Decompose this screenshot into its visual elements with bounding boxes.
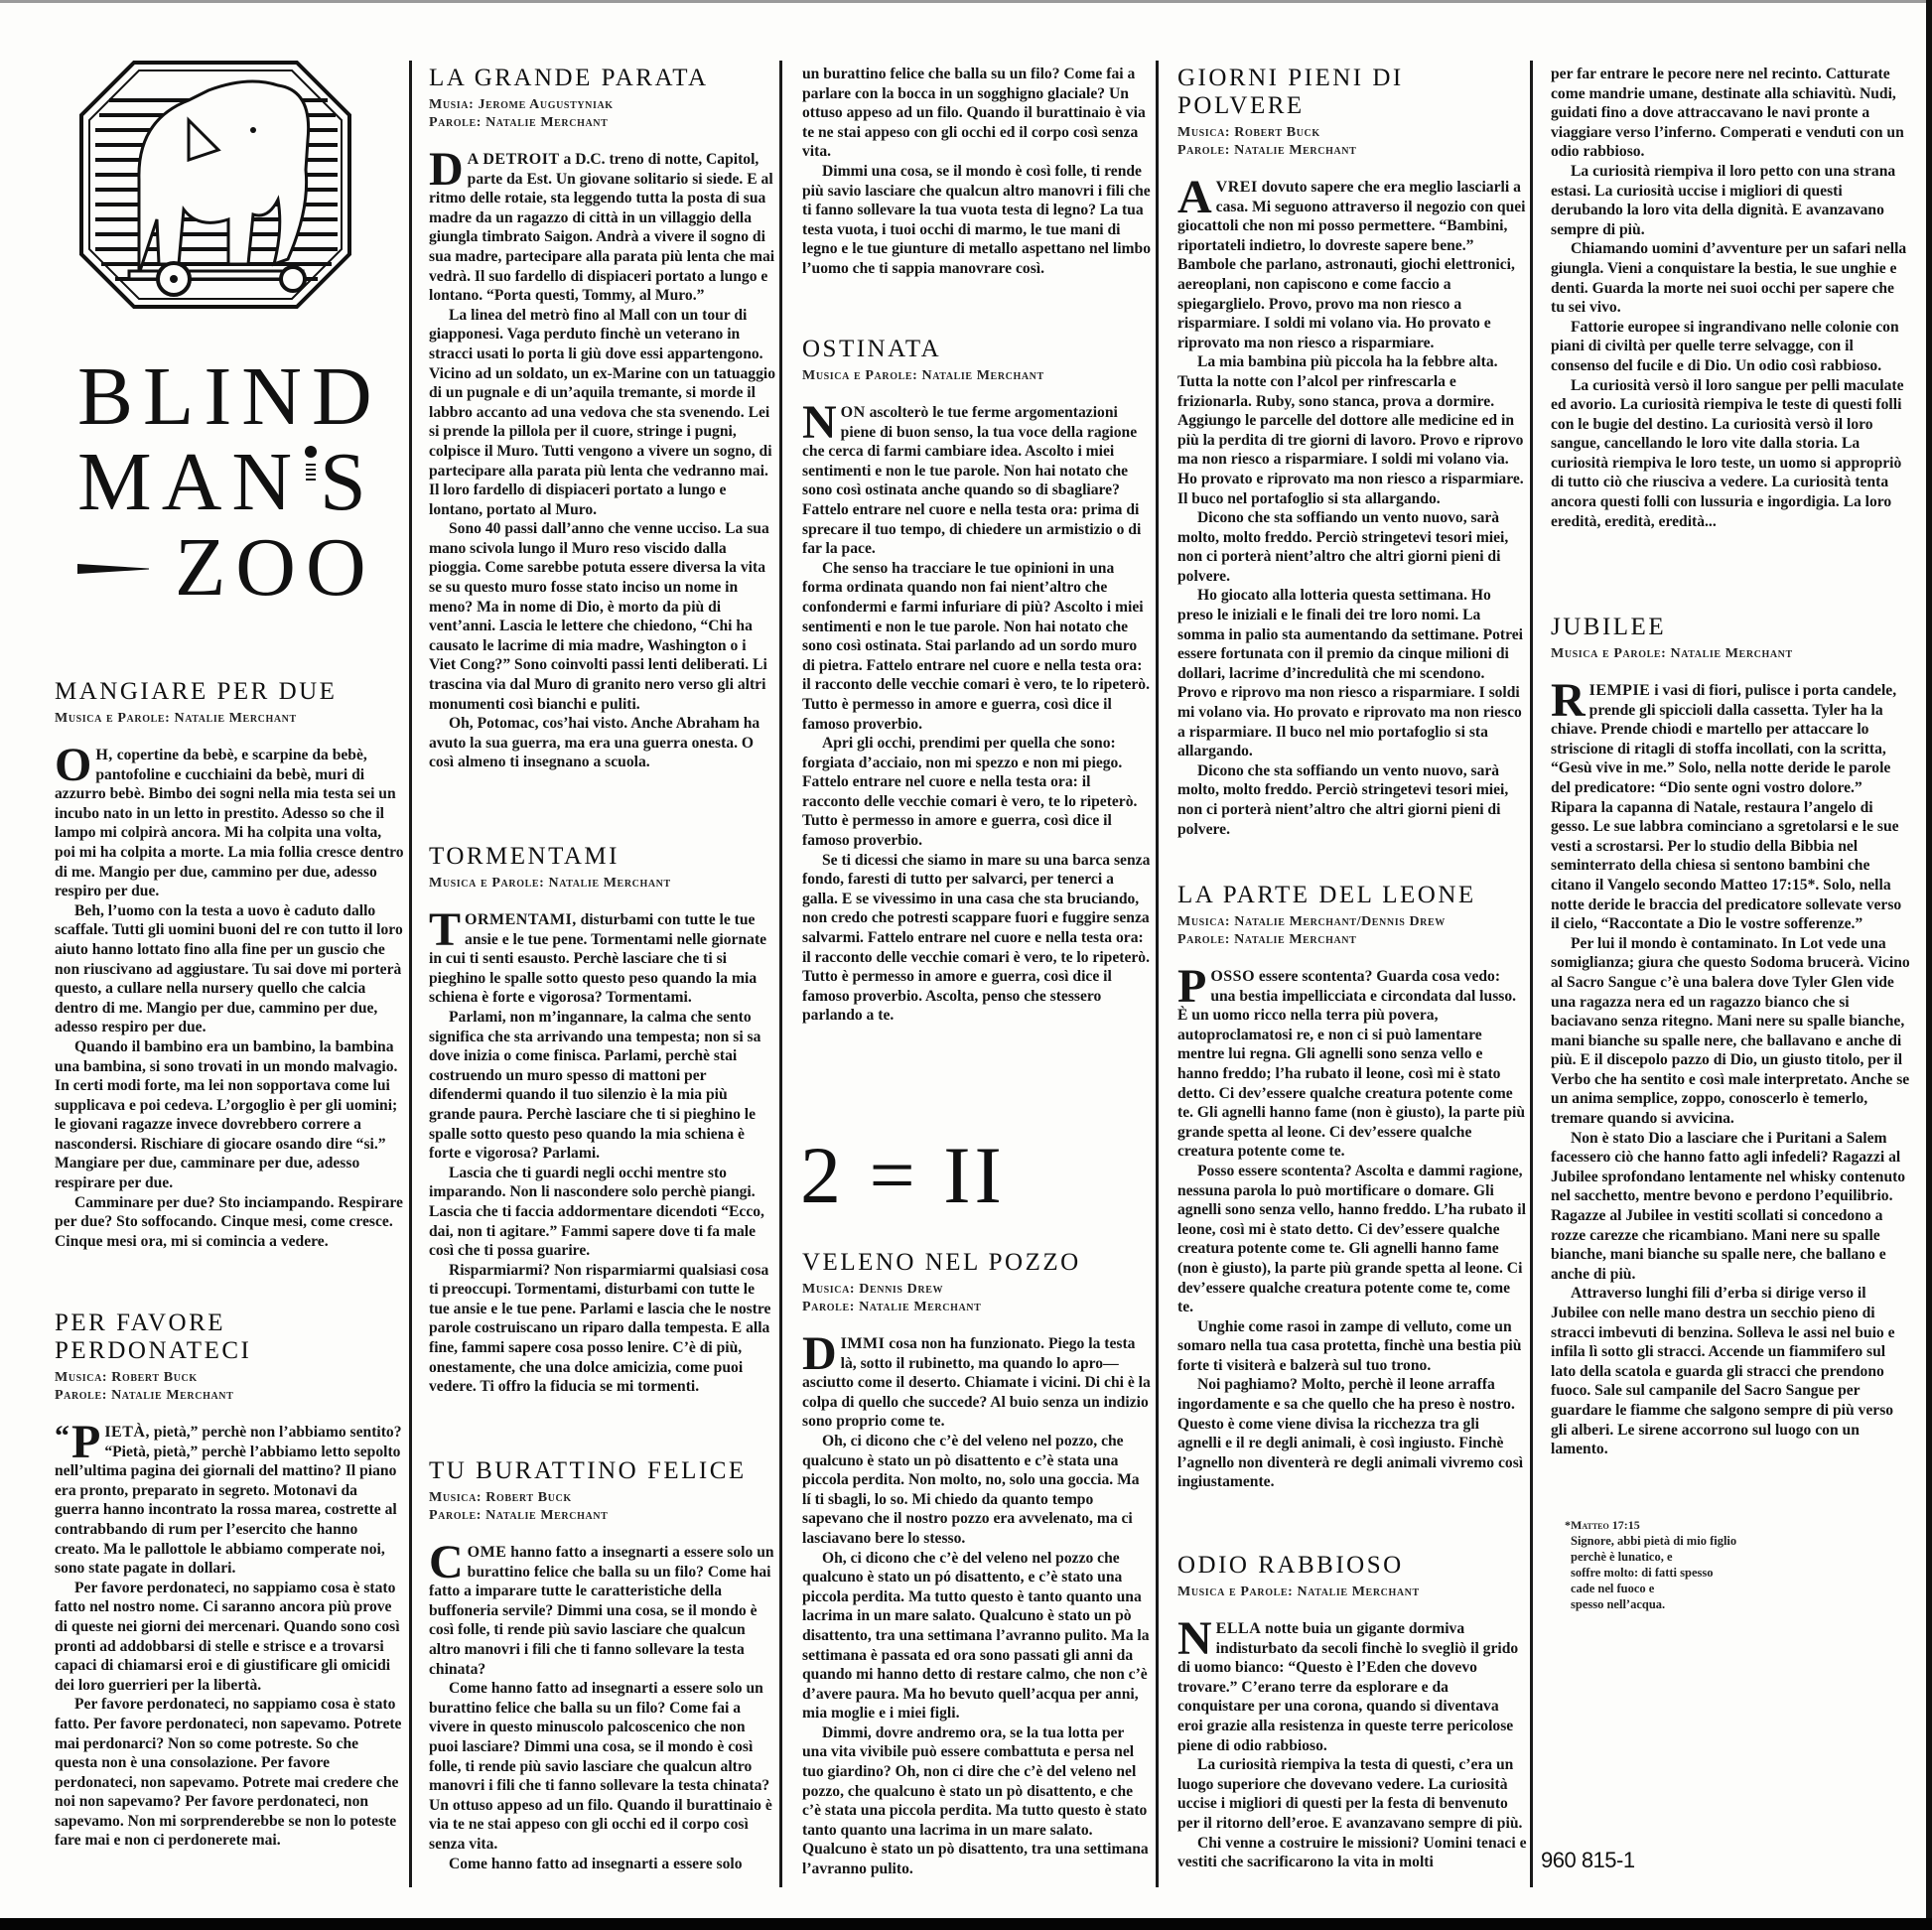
song-credit-music: Musica: Dennis Drew xyxy=(802,1282,944,1297)
band-name-man: MAN xyxy=(77,436,303,528)
column-divider xyxy=(1156,61,1159,1887)
song-lyrics: POSSO essere scontenta? Guarda cosa vedo: una bestia impellicciata e circondata dal lusso. È un uomo ricco nella terra più povera, autoproclamatosi re, e non ci si può lamentare mentre lui regna. Gli agnelli sono senza vello e hanno freddo; l’ha rubato il leone, così mi è stato detto. Ci dev’essere qualche creatura potente come te. Gli agnelli hanno fame (non è giusto), la parte più grande spetta al leone. Ci dev’essere qualche creatura potente come te. Posso essere scontenta? Ascolta e dammi ragione, nessuna parola lo può mortificare o domare. Gli agnelli sono senza vello, hanno freddo. L’ha rubato il leone, così mi è stato detto. Ci dev’essere qualche creatura potente come te. Gli agnelli hanno fame (non è giusto), la parte più grande spetta al leone. Ci dev’essere qualche creatura potente come te, come te. Unghie come rasoi in zampe di velluto, come un somaro nella tua casa protetta, finchè una bestia più forte ti visiterà e balzerà sul tuo trono. Noi paghiamo? Molto, perchè il leone arraffa ingordamente e sa che quello che ha preso è nostro. Questo è come viene divisa la ricchezza tra gli agnelli e il re degli animali, è così ingiusto. Finchè l’agnello non diventerà re degli animali vivremo così ingiustamente. xyxy=(1177,960,1526,1491)
song-title: TU BURATTINO FELICE xyxy=(429,1457,747,1484)
song-credit-lyrics: Parole: Natalie Merchant xyxy=(429,1508,609,1523)
song-odio-rabbioso xyxy=(1177,1552,1527,1872)
song-credit-lyrics: Parole: Natalie Merchant xyxy=(802,1300,982,1314)
song-credit: Musica e Parole: Natalie Merchant xyxy=(429,876,671,891)
song-credit: Musica e Parole: Natalie Merchant xyxy=(802,368,1044,383)
song-credit-music: Musica: Natalie Merchant/Dennis Drew xyxy=(1177,914,1446,929)
song-title: TORMENTAMI xyxy=(429,843,620,870)
column-divider xyxy=(409,61,412,1887)
side-number: 2 = II xyxy=(800,1130,1006,1220)
catalog-number: 960 815-1 xyxy=(1541,1848,1635,1872)
song-giorni-pieni-di-polvere xyxy=(1177,65,1527,839)
song-mangiare-per-due xyxy=(55,678,404,1251)
song-odio-rabbioso-continued xyxy=(1551,65,1910,531)
drop-cap: N xyxy=(802,396,837,449)
song-credit-lyrics: Parole: Natalie Merchant xyxy=(1177,143,1357,158)
song-lyrics: un burattino felice che balla su un filo? Come fai a parlare con la bocca in un sogghigno glaciale? Un ottuso appeso ad un filo. Quando il burattinaio è via te ne stai appeso con gli occhi ed il corpo così senza vita. Dimmi una cosa, se il mondo è così folle, ti rende più savio lasciare che qualcun altro manovri i fili che ti fanno sollevare la tua vuota testa di legno? La tua testa vuota, i tuoi occhi di marmo, le tue mani di legno e le tue giunture di metallo aspettano nel limbo l’uomo che ti sappia manovrare così. xyxy=(802,66,1151,277)
apostrophe-ornament-icon xyxy=(302,444,320,503)
song-lyrics: NELLA notte buia un gigante dormiva indisturbato da secoli finchè lo svegliò il grido di uomo bianco: “Questo è l’Eden che dovevo trovare.” C’erano terre da esplorare e da conquistare per una corona, quando si diventava eroi grazie alla resistenza in queste terre pericolose piene di odio rabbioso. La curiosità riempiva la testa di questi, c’era un luogo superiore che dovevano vedere. La curiosità uccise i migliori di questi per la festa di benvenuto per il ritorno dell’eroe. E avanzavano sempre di più. Chi venne a costruire le missioni? Uomini tenaci e vestiti che sacrificarono la vita in molti xyxy=(1177,1612,1527,1871)
song-credit: Musica e Parole: Natalie Merchant xyxy=(1177,1585,1420,1599)
drop-cap: T xyxy=(429,903,462,956)
song-lyrics: O H, copertine da bebè, e scarpine da bebè, pantofoline e cucchiaini da bebè, muri di azzurro bebè. Bimbo dei sogni nella mia testa sei un incubo nato in un letto in prestito. Adesso so che il lampo mi colpirà ancora. Mi ha colpita una volta, poi mi ha colpita a morte. La mia follia cresce dentro di me. Mangio per due, cammino per due, adesso respiro per due. Beh, l’uomo con la testa a uovo è caduto dallo scaffale. Tutti gli uomini buoni del re con tutto il loro aiuto hanno lottato fino alla fine per un guscio che non riuscivano ad aggiustare. Tu sai dove mi porterà questo, a cullare nella nursery quello che calcia dentro di me. Mangio per due, cammino per due, adesso respiro per due. Quando il bambino era un bambino, la bambina una bambina, si sono trovati in un mondo malvagio. In certi modi forte, ma lei non sopportava come lui supplicava e poi cedeva. L’orgoglio è per gli uomini; le giovani ragazze invece dovrebbero correre a nascondersi. Rischiare di giocare osando dire “si.” Mangiare per due, camminare per due, adesso respirare per due. Camminare per due? Sto inciampando. Respirare per due? Sto soffocando. Cinque mesi, come cresce. Cinque mesi ora, mi si comincia a vedere. xyxy=(55,739,404,1250)
column-divider xyxy=(779,61,782,1887)
column-divider xyxy=(1530,61,1533,1887)
song-credit-music: Musica: Robert Buck xyxy=(1177,125,1320,140)
song-la-parte-del-leone xyxy=(1177,882,1527,1492)
band-name-line2 xyxy=(77,436,376,528)
song-lyrics: NON ascolterò le tue ferme argomentazioni piene di buon senso, la tua voce della ragione che cerca di farmi cambiare idea. Ascolto i miei sentimenti e non le tue parole. Non hai notato che sono così ostinata anche quando so di sbagliare? Fattelo entrare nel cuore e nella testa ora: prima di sprecare il tuo tempo, di chiedere un armistizio o di far la pace. Che senso ha tracciare le tue opinioni in una forma ordinata quando non fai nient’altro che confondermi e farmi infuriare di più? Ascolto i miei sentimenti e non le tue parole. Non hai notato che sono così ostinata. Stai parlando ad un sordo muro di pietra. Fattelo entrare nel cuore e nella testa ora: il racconto delle vecchie comari è vero, te lo ripeterò. Tutto è permesso in amore e guerra, così dice il famoso proverbio. Apri gli occhi, prendimi per quella che sono: forgiata d’acciaio, non mi spezzo e non mi piego. Fattelo entrare nel cuore e nella testa ora: il racconto delle vecchie comari è vero, te lo ripeterò. Tutto è permesso in amore e guerra, così dice il famoso proverbio. Se ti dicessi che siamo in mare su una barca senza fondo, faresti di tutto per salvarci, per tenerci a galla. E se vivessimo in una casa che sta bruciando, non credo che potresti scappare fuori e fuggire senza salvarmi. Fattelo entrare nel cuore e nella testa ora: il racconto delle vecchie comari è vero, te lo ripeterò. Tutto è permesso in amore e guerra, così dice il famoso proverbio. Ascolta, penso che stessero parlando a te. xyxy=(802,396,1151,1025)
band-name-line1: BLIND xyxy=(77,350,382,443)
drop-cap: P xyxy=(1177,960,1207,1013)
song-veleno-nel-pozzo xyxy=(802,1249,1152,1879)
song-title: GIORNI PIENI DI POLVERE xyxy=(1177,65,1404,119)
drop-cap: N xyxy=(1177,1612,1212,1665)
song-tu-burattino-felice-continued xyxy=(802,65,1152,279)
band-name xyxy=(77,350,382,614)
elephant-on-wheels-icon xyxy=(79,61,351,309)
song-title: JUBILEE xyxy=(1551,614,1667,640)
song-lyrics: AVREI dovuto sapere che era meglio lasciarli a casa. Mi seguono attraverso il negozio con quei giocattoli che non mi posso permettere. “Bambini, riportateli indietro, lo dovreste sapere bene.” Bambole che parlano, astronauti, giochi elettronici, aereoplani, non capiscono e come faccio a spiegarglielo. Provo, provo ma non riesco a risparmiare. I soldi mi volano via. Ho provato e riprovato ma non riesco a risparmiare. La mia bambina più piccola ha la febbre alta. Tutta la notte con l’alcol per rinfrescarla e frizionarla. Ruby, sono stanca, prova a dormire. Aggiungo le parcelle del dottore alle medicine ed in più la perdita di tre giorni di lavoro. Provo e riprovo ma non riesco a risparmiare. I soldi mi volano via. Ho provato e riprovato ma non riesco a risparmiare. Il buco nel portafoglio si sta allargando. Dicono che sta soffiando un vento nuovo, sarà molto, molto freddo. Perciò stringetevi tesori miei, non ci porterà nient’altro che altri giorni pieni di polvere. Ho giocato alla lotteria questa settimana. Ho preso le iniziali e le finali dei tre loro nomi. La somma in palio sta aumentando da settimane. Potrei essere fortunata con il premio da cinque milioni di dollari, lacrime d’incredulità che mi scendono. Provo e riprovo ma non riesco a risparmiare. I soldi mi volano via. Ho provato e riprovato ma non riesco a risparmiare. Il buco nel mio portafoglio si sta allargando. Dicono che sta soffiando un vento nuovo, sarà molto, molto freddo. Perciò stringetevi tesori miei, non ci porterà nient’altro che altri giorni pieni di polvere. xyxy=(1177,171,1526,838)
song-lyrics: DIMMI cosa non ha funzionato. Piego la testa là, sotto il rubinetto, ma quando lo apro—asciutto come il deserto. Chiamate i vicini. Di chi è la colpa di quello che succede? Al buio senza un indizio sono proprio come te. Oh, ci dicono che c’è del veleno nel pozzo, che qualcuno è stato un pò disattento e c’è stata una piccola perdita. Non molto, no, solo una goccia. Ma lí ti sbagli, lo so. Mi chiedo da quanto tempo sapevano che il nostro pozzo era avvelenato, ma ci lasciavano bere lo stesso. Oh, ci dicono che c’è del veleno nel pozzo che qualcuno è stato un pó disattento, e c’è stato una piccola perdita. Ma tutto questo è tanto quanto una lacrima in un mare salato. Qualcuno è stato un pò disattento, tra una settimana l’avranno pulito. Ma la settimana è passata ed ora sono passati gli anni da quando mi hanno detto di restare calmo, che non c’è d’avere paura. Ma ho bevuto quell’acqua per anni, mia moglie e i miei figli. Dimmi, dovre andremo ora, se la tua lotta per una vita vivibile può essere combattuta e persa nel tuo giardino? Oh, non ci dire che c’è del veleno nel pozzo, che qualcuno è stato un pò disattento, e che c’è stata una piccola perdita. Ma tutto questo è stato tanto quanto una lacrima in un mare salato. Qualcuno è stato un pò disattento, tra una settimana l’avranno pulito. xyxy=(802,1327,1151,1878)
drop-cap: D xyxy=(429,143,464,196)
song-title: LA GRANDE PARATA xyxy=(429,65,709,91)
song-credit-music: Musia: Jerome Augustyniak xyxy=(429,97,614,112)
song-tu-burattino-felice xyxy=(429,1457,776,1873)
song-credit-lyrics: Parole: Natalie Merchant xyxy=(429,115,609,130)
band-name-line3 xyxy=(77,521,376,614)
band-name-zoo: ZOO xyxy=(175,521,376,614)
footnote-matteo: *Matteo 17:15 Signore, abbi pietà di mio figlio perchè è lunatico, e soffre molto: di fatti spesso cade nel fuoco e spesso nell’acqua. xyxy=(1571,1517,1829,1612)
song-title: PER FAVORE PERDONATECI xyxy=(55,1310,252,1364)
song-credit-lyrics: Parole: Natalie Merchant xyxy=(1177,932,1357,947)
song-la-grande-parata xyxy=(429,65,776,772)
song-credit: Musica e Parole: Natalie Merchant xyxy=(55,711,297,726)
page-edge xyxy=(1926,0,1932,1918)
song-lyrics: “ P IETÀ, pietà,” perchè non l’abbiamo sentito? “Pietà, pietà,” perchè l’abbiamo letto sepolto nell’ultima pagina dei giornali del mattino? Il piano era pronto, preparato in segreto. Motonavi da guerra hanno incontrato la rossa marea, costrette al contrabbando di rum per l’esercito che hanno creato. Ma le pallottole le abbiamo comperate noi, sono state pagate in dollari. Per favore perdonateci, no sappiamo cosa è stato fatto nel nostro nome. Ci saranno ancora più prove di queste nei giorni dei mercenari. Quando sono così pronti ad addobbarsi di stelle e strisce e a trovarsi capaci di chiamarsi eroi e di giustificare gli omicidi dei loro guerrieri per la libertà. Per favore perdonateci, no sappiamo cosa è stato fatto. Per favore perdonateci, non sapevamo. Potrete mai perdonarci? Non so come potreste. So che questa non è una consolazione. Per favore perdonateci, non sapevamo. Potrete mai credere che noi non sapevamo? Per favore perdonateci, non sapevamo. Non mi sorprenderebbe se non lo poteste fare mai e non ci perdonerete mai. xyxy=(55,1416,402,1850)
song-title: OSTINATA xyxy=(802,336,942,362)
drop-cap: A xyxy=(1177,171,1212,223)
drop-cap: D xyxy=(802,1327,837,1380)
song-lyrics: RIEMPIE i vasi di fiori, pulisce i porta candele, prende gli spiccioli dalla cassetta. Tyler ha la chiave. Prende chiodi e martello per attaccare lo striscione di ritagli di stoffa incollati, con la scritta, “Gesù vive in me.” Solo, nella notte deride le parole del predicatore: “Dio sente ogni vostro dolore.” Ripara la capanna di Natale, restaura l’angelo di gesso. Le sue labbra cominciano a sgretolarsi e le sue vesti a scrostarsi. Per lo studio della Bibbia nel seminterrato della chiesa si sentono bambini che citano il Vangelo secondo Matteo 17:15*. Solo, nella notte deride le braccia del predicatore sollevate verso il cielo, “Raccontate a Dio le vostre sofferenze.” Per lui il mondo è contaminato. In Lot vede una somiglianza; giura che questo Sodoma brucerà. Vicino al Sacro Sangue c’è una balera dove Tyler Glen vide una ragazza nera ed un ragazzo bianco che si baciavano senza ritegno. Mani nere su spalle bianche, mani bianche su spalle nere, che ballavano e anche di più. E il discepolo pazzo di Dio, un giusto titolo, per il Verbo che ha sentito e così male interpretato. Anche se un anima semplice, zoppo, conoscerlo è temerlo, tremare quando si avvicina. Non è stato Dio a lasciare che i Puritani a Salem facessero ciò che hanno fatto agli infedeli? Ragazzi al Jubilee sprofondano lentamente nel whisky contenuto nel sacchetto, mentre bevono e perdono l’equilibrio. Ragazze al Jubilee in vestiti scollati si concedono a rozze carezze che ricambiano. Mani nere su spalle bianche, mani bianche su spalle nere, che ballano e anche di più. Attraverso lunghi fili d’erba si dirige verso il Jubilee con nelle mano destra un secchio pieno di stracci imbevuti di benzina. Solleva le assi nel buio e infila lì sotto gli stracci. Accende un fiammifero sul lato della scatola e guarda gli stracci che prendono fuoco. Sale sul campanile del Sacro Sangue per guardare le fiamme che salgono sempre di più verso gli alberi. Le sirene accorrono sul luogo con un lamento. xyxy=(1551,674,1910,1458)
dash-ornament-icon xyxy=(77,564,149,574)
song-credit: Musica e Parole: Natalie Merchant xyxy=(1551,646,1793,661)
song-lyrics: TORMENTAMI, disturbami con tutte le tue ansie e le tue pene. Tormentami nelle giornate in cui ti senti esausto. Perchè lasciare che ti si pieghino le spalle sotto questo peso quando la mia schiena è forte e vigorosa? Tormentami. Parlami, non m’ingannare, la calma che sento significa che sta arrivando una tempesta; non si sa dove inizia o come finisca. Parlami, perchè stai costruendo un muro spesso di mattoni per difendermi quando il tuo silenzio è la mia più grande paura. Perchè lasciare che ti si pieghino le spalle sotto questo peso quando la mia schiena è forte e vigorosa? Parlami. Lascia che ti guardi negli occhi mentre sto imparando. Non li nascondere solo perchè piangi. Lascia che ti faccia addormentare dicendoti “Ecco, dai, non ti agitare.” Fammi sapere dove ti fa male così che ti possa guarire. Risparmiarmi? Non risparmiarmi qualsiasi cosa ti preoccupi. Tormentami, disturbami con tutte le tue ansie e le tue pene. Parlami e lascia che le nostre parole costruiscano un riparo dalla tempesta. E alla fine, fammi sapere cosa posso lenire. C’è di più, onestamente, che una dolce amicizia, come puoi vedere. Ti offro la fiducia se mi tormenti. xyxy=(429,903,771,1396)
band-name-s: S xyxy=(320,436,376,528)
drop-cap: O xyxy=(55,739,92,791)
drop-cap: C xyxy=(429,1536,464,1588)
song-lyrics: COME hanno fatto a insegnarti a essere solo un burattino felice che balla su un filo? Come hai fatto a imparare tutte le caratteristiche della buffoneria servile? Dimmi una cosa, se il mondo è così folle, ti rende più savio lasciare che qualcun altro manovri i fili che ti fanno sollevare la testa chinata? Come hanno fatto ad insegnarti a essere solo un burattino felice che balla su un filo? Come fai a vivere in questo minuscolo palcoscenico che non puoi lasciare? Dimmi una cosa, se il mondo è così folle, ti rende più savio lasciare che qualcun altro manovri i fili che ti fanno sollevare la testa chinata? Un ottuso appeso ad un filo. Quando il burattinaio è via te ne stai appeso con gli occhi ed il corpo così senza vita. Come hanno fatto ad insegnarti a essere solo xyxy=(429,1536,774,1872)
song-title: MANGIARE PER DUE xyxy=(55,678,338,705)
song-ostinata xyxy=(802,336,1152,1026)
song-credit-music: Musica: Robert Buck xyxy=(429,1490,572,1505)
song-title: ODIO RABBIOSO xyxy=(1177,1552,1404,1579)
song-title: LA PARTE DEL LEONE xyxy=(1177,882,1476,908)
song-jubilee xyxy=(1551,614,1910,1459)
song-tormentami xyxy=(429,843,776,1397)
song-lyrics: D A DETROIT a D.C. treno di notte, Capitol, parte da Est. Un giovane solitario si siede. E al ritmo delle rotaie, sta leggendo tutta la posta di sua madre da un ragazzo di città in un villaggio della giungla timbrato Saigon. Andrà a vivere il sogno di sua madre, partecipare alla parata più lenta che mai vedrà. Il suo fardello di dispiaceri portato a lungo e lontano. “Porta questi, Tommy, al Muro.” La linea del metrò fino al Mall con un tour di giapponesi. Vaga perduto finchè un veterano in stracci usati lo porta li giù dove essi appartengono. Vicino ad un soldato, un ex-Marine con un tatuaggio di un pugnale e di un’aquila tremante, si morde il labbro accanto ad una vedova che sta svenendo. Lei si prende la pillola per il cuore, stringe i pugni, colpisce il Muro. Tutti vengono a vivere un sogno, di partecipare alla parata più lenta che vedranno mai. Il loro fardello di dispiaceri portato a lungo e lontano, portato al Muro. Sono 40 passi dall’anno che venne ucciso. La sua mano scivola lungo il Muro reso viscido dalla pioggia. Come sarebbe potuta essere diversa la vita se su questo muro fosse stato inciso un nome in meno? Ma in nome di Dio, è morto da più di vent’anni. Lascia le lettere che chiedono, “Chi ha causato le lacrime di mia madre, Washington o i Viet Cong?” Sono coinvolti passi lenti deliberati. Li trascina via dal Muro di granito nero verso gli altri monumenti così bianchi e puliti. Oh, Potomac, cos’hai visto. Anche Abraham ha avuto la sua guerra, ma era una guerra onesta. O così almeno ti insegnano a scuola. xyxy=(429,143,776,771)
song-credit-music: Musica: Robert Buck xyxy=(55,1370,198,1385)
footnote-title: *Matteo 17:15 xyxy=(1565,1518,1640,1532)
song-per-favore-perdonateci xyxy=(55,1310,404,1851)
scan-border xyxy=(0,1918,1932,1930)
drop-cap: P xyxy=(71,1416,101,1468)
song-lyrics: per far entrare le pecore nere nel recinto. Catturate come mandrie umane, destinate alla schiavitù. Nudi, guidati fino a dove attraccavano le navi pronte a viaggiare verso l’inferno. Comperati e venduti con un odio rabbioso. La curiosità riempiva il loro petto con una strana estasi. La curiosità uccise i migliori di questi derubando la loro vita della dignità. E avanzavano sempre di più. Chiamando uomini d’avventure per un safari nella giungla. Vieni a conquistare la bestia, le sue unghie e denti. Guarda la morte nei suoi occhi per sapere che tu sei vivo. Fattorie europee si ingrandivano nelle colonie con piani di civiltà per quelle terre selvagge, con il consenso del fucile e di Dio. Un odio così rabbioso. La curiosità versò il loro sangue per pelli maculate ed avorio. La curiosità riempiva le teste di questi folli con le bugie del destino. La curiosità versò il loro sangue, cancellando le loro vite dalla storia. La curiosità riempiva le loro teste, un uomo si appropriò di tutto ciò che riusciva a vedere. La curiosità tenta ancora questi folli con lussuria e ingordigia. La loro eredità, eredità, eredità... xyxy=(1551,66,1907,530)
song-credit-lyrics: Parole: Natalie Merchant xyxy=(55,1388,234,1403)
drop-cap: R xyxy=(1551,674,1586,727)
song-title: VELENO NEL POZZO xyxy=(802,1249,1081,1276)
